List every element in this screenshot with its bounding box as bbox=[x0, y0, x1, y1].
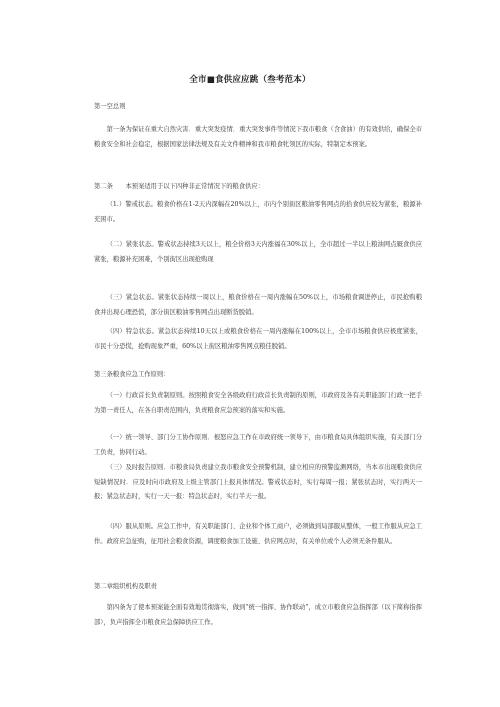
alert-level-1: （1.）警戒状态。粮食价格在1-2天内深幅在20%以上，市内个别街区粮油零售网点的拾食供应较为紧张，粮源补充困市。 bbox=[94, 201, 422, 223]
chapter-2-heading: 第二章组织机构及职责 bbox=[94, 583, 157, 590]
principle-3: （三）及时报告原则．市粮食局负责建立我市粮食安全预警机制，建立相应的预警监测网络，当本市出现粮食供应短缺情况时．应及时向市政府及上级主管部门上报具体情况。警戒状态时，实行每周一报；紧张状态时，实行两天一报；紧急状态时，实行一天一报：特急状态时，实行半天一报。 bbox=[94, 464, 422, 500]
article-2-intro: 第二条 本预案适用于以下四种非正常情况下的粮食供应： bbox=[94, 183, 265, 190]
principle-4: （四）服从原则。应急工作中，有关职能部门、企业和个体工商户，必须做到局部服从整体，一般工作服从应急工作。政府应急征购，征用社会粮食资源，调度粮食加工设施、供应网点时，有关单位或个人必须无条件服从。 bbox=[94, 523, 422, 545]
alert-level-2: （二）紧张状态。警戒状态持续3天以上，粮全价格3天内涨福在30%以上，全市超过一半以上粮油网点厩食供应紧张，粮源补充困难，个别街区出现抢购现 bbox=[94, 241, 422, 263]
principle-2: （一）统一领导、部门分工协作原则．根怒应急工作在市政府统一领导下，由市粮食局具体组织实施，有关部门分工负责，协同行动。 bbox=[94, 434, 422, 456]
alert-level-4: （四）特急状态。紧急状态持续10天以上或粮食价格在一周内涨幅在100%以上，全市市场粮食供应极度紧张，市民十分恐慌，抢购现象严重，60%以上街区粮油零售网点粮佳脱销。 bbox=[94, 328, 422, 350]
alert-level-3: （三）紧急状态。紧张状态持续一周以上，粮食价格在一周内涨幅在50%以上，市场粮食调进停止，市民抢购粮食并出现心理恐慌，部分街区粮油零售网点出现断货脱销。 bbox=[94, 294, 422, 316]
chapter-1-heading: 第一空总则 bbox=[94, 103, 126, 110]
document-title: 全市■食供应应跳（叁考范本） bbox=[189, 75, 311, 85]
article-4: 第四条为了使本预案能全面有效地贯彻落实，做到“统一指挥、协作联动”，成立市粮食应急指挥部（以下简称指挥部），负声指挥全市粮食应急保障供应工作。 bbox=[94, 604, 422, 626]
principle-1: （一）行政首长负责制原则。按照粮食安全各级政府行政首长负责制的原则，市政府及各有关职能部门行政一把手为第一责任人，在各自职责范围内，负责粮食应急预案的落实和实施。 bbox=[94, 392, 422, 414]
article-1: 第一条为保证在重大自然灾害．重大突发疫情．重大突发事件等情况下我市粮食（含食油）的有效供给，确保全市粮食安全和社会稳定，根据国家法律法规及有关文件精神和我市粮食牝领区的实际，特制定本预案。 bbox=[94, 126, 422, 148]
article-3-intro: 第三条粮食应急工作原则： bbox=[94, 371, 170, 378]
